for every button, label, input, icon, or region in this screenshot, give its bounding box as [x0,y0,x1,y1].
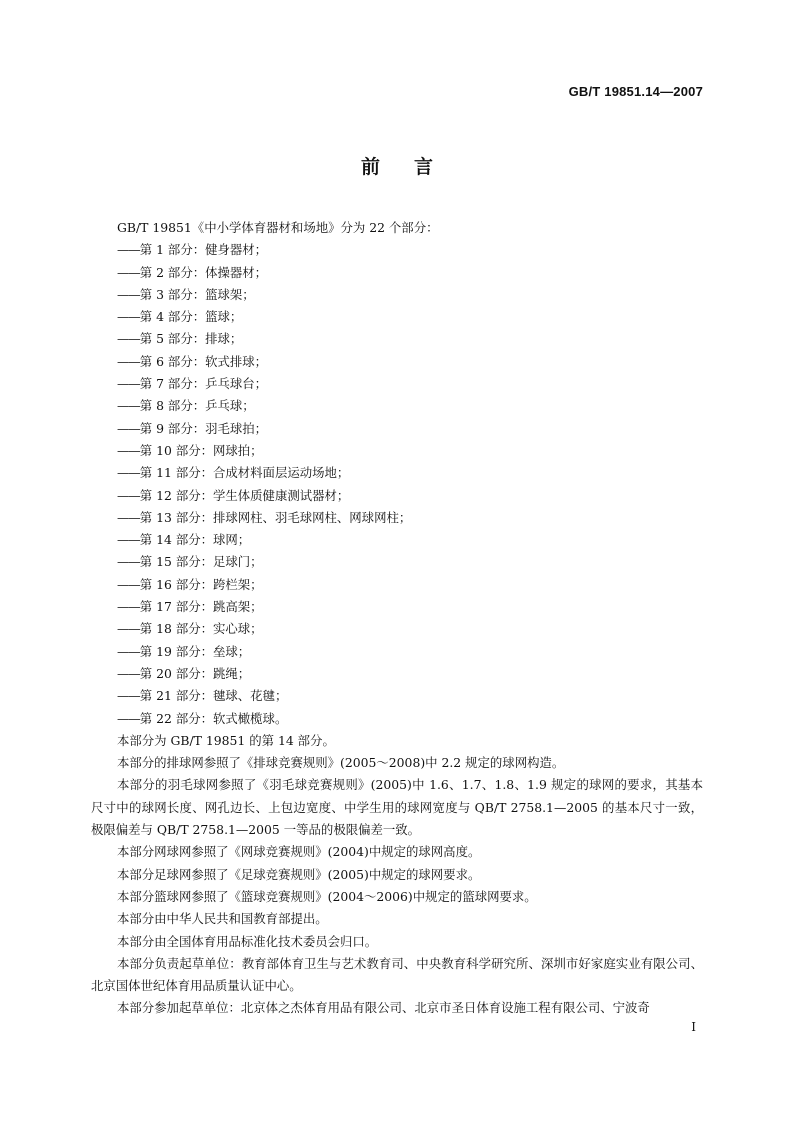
part-label: 第 22 部分：软式橄榄球。 [139,710,288,726]
part-label: 第 17 部分：跳高架； [139,599,263,615]
list-dash: —— [117,398,140,414]
part-list-item [91,685,703,707]
paragraph: 本部分负责起草单位：教育部体育卫生与艺术教育司、中央教育科学研究所、深圳市好家庭实业有限公司、北京国体世纪体育用品质量认证中心。 [91,955,703,994]
part-list-item [91,574,703,596]
list-dash: —— [117,487,140,503]
list-dash: —— [117,420,140,436]
part-list-item [91,618,703,640]
part-list-item [91,485,703,507]
list-dash: —— [117,286,140,302]
part-label: 第 4 部分：篮球； [139,309,243,325]
list-dash: —— [117,643,140,659]
part-label: 第 2 部分：体操器材； [139,264,268,280]
part-label: 第 14 部分：球网； [139,532,251,548]
paragraph: 本部分由中华人民共和国教育部提出。 [117,911,328,927]
part-list-item [91,351,703,373]
part-list-item [91,551,703,573]
list-dash: —— [117,353,140,369]
part-label: 第 12 部分：学生体质健康测试器材； [139,487,350,503]
part-list-item [91,663,703,685]
part-label: 第 8 部分：乒乓球； [139,398,255,414]
foreword-paragraphs [91,730,703,1020]
part-label: 第 1 部分：健身器材； [139,242,268,258]
part-label: 第 3 部分：篮球架； [139,286,255,302]
part-label: 第 10 部分：网球拍； [139,442,263,458]
part-list-item [91,418,703,440]
part-list-item [91,373,703,395]
part-label: 第 15 部分：足球门； [139,554,263,570]
part-label: 第 19 部分：垒球； [139,643,251,659]
part-list-item [91,395,703,417]
part-label: 第 7 部分：乒乓球台； [139,376,268,392]
list-dash: —— [117,442,140,458]
list-dash: —— [117,309,140,325]
part-label: 第 18 部分：实心球； [139,621,263,637]
part-list-item [91,596,703,618]
list-dash: —— [117,331,140,347]
part-list-item [91,306,703,328]
part-label: 第 5 部分：排球； [139,331,243,347]
list-dash: —— [117,554,140,570]
paragraph: 本部分的羽毛球网参照了《羽毛球竞赛规则》(2005)中 1.6、1.7、1.8、1.9 规定的球网的要求，其基本尺寸中的球网长度、网孔边长、上包边宽度、中学生用的球网宽度与 QB/T 2758.1—2005 的基本尺寸一致，极限偏差与 QB/T 2758.1—2005 一等品的极限偏差一致。 [91,777,703,838]
part-list-item [91,462,703,484]
list-dash: —— [117,599,140,615]
list-dash: —— [117,264,140,280]
paragraph: 本部分的排球网参照了《排球竞赛规则》(2005～2008)中 2.2 规定的球网构造。 [117,755,565,771]
list-dash: —— [117,509,140,525]
paragraph: 本部分由全国体育用品标准化技术委员会归口。 [117,933,378,949]
part-label: 第 11 部分：合成材料面层运动场地； [139,465,350,481]
paragraph: 本部分篮球网参照了《篮球竞赛规则》(2004～2006)中规定的篮球网要求。 [117,888,537,904]
list-dash: —— [117,621,140,637]
paragraph: 本部分参加起草单位：北京体之杰体育用品有限公司、北京市圣日体育设施工程有限公司、宁波奇 [117,1000,650,1016]
part-label: 第 13 部分：排球网柱、羽毛球网柱、网球网柱； [139,509,412,525]
part-list-item [91,641,703,663]
part-list-item [91,507,703,529]
part-list-item [91,239,703,261]
page-number: I [691,1020,696,1034]
list-dash: —— [117,242,140,258]
part-label: 第 21 部分：毽球、花毽； [139,688,288,704]
paragraph: 本部分网球网参照了《网球竞赛规则》(2004)中规定的球网高度。 [117,844,481,860]
intro-paragraph: GB/T 19851《中小学体育器材和场地》分为 22 个部分： [117,220,439,235]
part-label: 第 20 部分：跳绳； [139,665,251,681]
list-dash: —— [117,665,140,681]
list-dash: —— [117,688,140,704]
part-label: 第 6 部分：软式排球； [139,353,268,369]
paragraph: 本部分足球网参照了《足球竞赛规则》(2005)中规定的球网要求。 [117,866,481,882]
foreword-body [91,217,703,1020]
list-dash: —— [117,532,140,548]
part-list-item [91,262,703,284]
page-title: 前言 [360,156,467,178]
list-dash: —— [117,376,140,392]
part-list-item [91,328,703,350]
list-dash: —— [117,465,140,481]
part-label: 第 9 部分：羽毛球拍； [139,420,268,436]
paragraph: 本部分为 GB/T 19851 的第 14 部分。 [117,732,335,748]
standard-code: GB/T 19851.14—2007 [568,84,703,99]
list-dash: —— [117,710,140,726]
part-list-item [91,440,703,462]
part-list-item [91,529,703,551]
part-list [91,239,703,730]
part-list-item [91,708,703,730]
part-label: 第 16 部分：跨栏架； [139,576,263,592]
list-dash: —— [117,576,140,592]
part-list-item [91,284,703,306]
